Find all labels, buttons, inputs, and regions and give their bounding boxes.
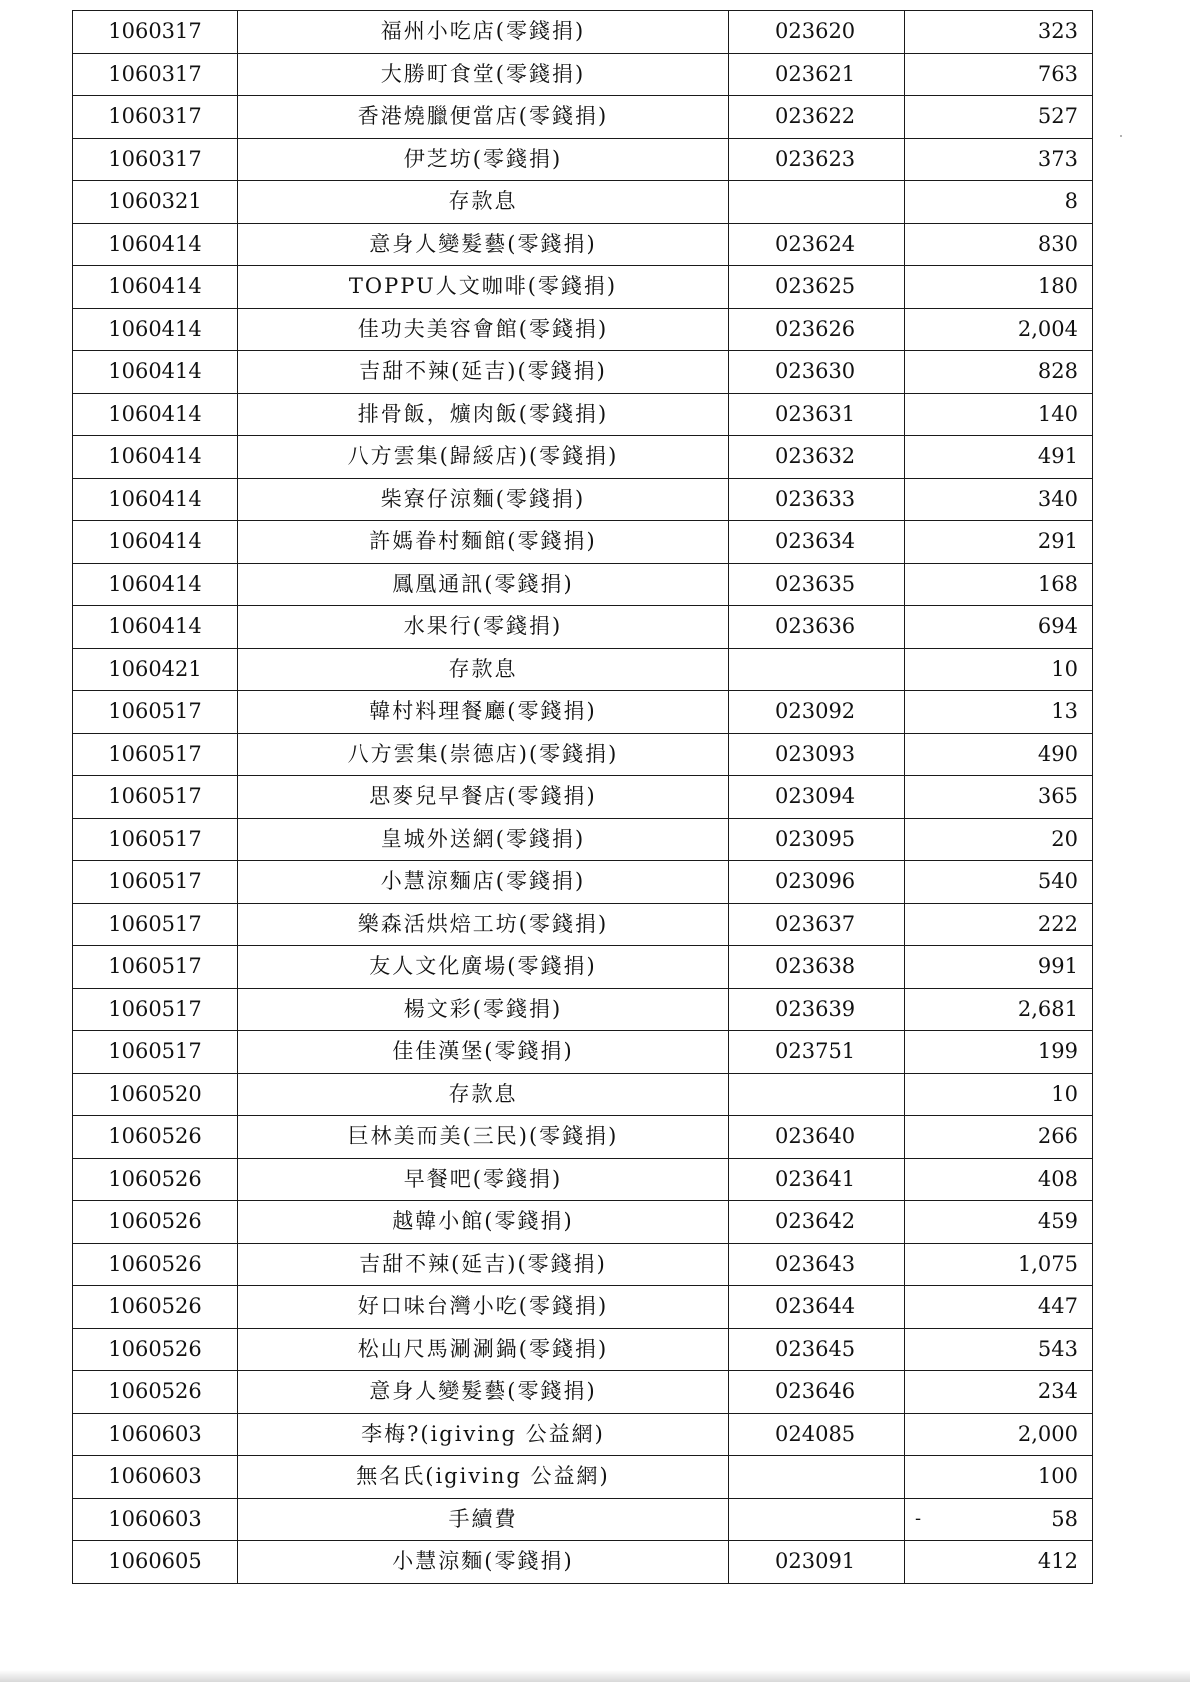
amount-value: 830 [1037, 231, 1078, 256]
amount-cell [905, 96, 1093, 139]
date-cell: 1060526 [73, 1201, 238, 1244]
receipt-number-cell: 023091 [729, 1541, 905, 1584]
amount-value: 10 [1051, 1081, 1078, 1106]
amount-cell [905, 946, 1093, 989]
receipt-number-cell: 023631 [729, 393, 905, 436]
item-cell: 佳功夫美容會館(零錢捐) [238, 308, 729, 351]
item-cell: 存款息 [238, 648, 729, 691]
amount-cell [905, 818, 1093, 861]
table-row [73, 1201, 1093, 1244]
date-cell: 1060517 [73, 733, 238, 776]
amount-value: 266 [1037, 1124, 1078, 1149]
table-row [73, 223, 1093, 266]
amount-value: 491 [1037, 444, 1078, 469]
receipt-number-cell: 023634 [729, 521, 905, 564]
date-cell: 1060317 [73, 11, 238, 54]
amount-value: 543 [1037, 1336, 1078, 1361]
amount-value: 2,681 [1017, 996, 1078, 1021]
amount-value: 408 [1037, 1166, 1078, 1191]
receipt-number-cell: 023092 [729, 691, 905, 734]
amount-value: 20 [1051, 826, 1078, 851]
table-row [73, 1371, 1093, 1414]
receipt-number-cell: 023624 [729, 223, 905, 266]
negative-sign: - [915, 1508, 922, 1530]
item-cell: 小慧涼麵店(零錢捐) [238, 861, 729, 904]
table-row [73, 181, 1093, 224]
amount-cell [905, 393, 1093, 436]
receipt-number-cell: 023621 [729, 53, 905, 96]
table-row [73, 138, 1093, 181]
item-cell: 許媽眷村麵館(零錢捐) [238, 521, 729, 564]
receipt-number-cell [729, 1498, 905, 1541]
ledger-body [73, 11, 1093, 1584]
date-cell: 1060603 [73, 1456, 238, 1499]
item-cell: 意身人變髮藝(零錢捐) [238, 223, 729, 266]
amount-value: 199 [1037, 1039, 1078, 1064]
date-cell: 1060414 [73, 393, 238, 436]
date-cell: 1060317 [73, 138, 238, 181]
table-row [73, 521, 1093, 564]
receipt-number-cell: 023093 [729, 733, 905, 776]
item-cell: 越韓小館(零錢捐) [238, 1201, 729, 1244]
item-cell: 伊芝坊(零錢捐) [238, 138, 729, 181]
amount-value: 323 [1037, 19, 1078, 44]
amount-value: 2,004 [1017, 316, 1078, 341]
amount-value: 291 [1037, 529, 1078, 554]
item-cell: 鳳凰通訊(零錢捐) [238, 563, 729, 606]
receipt-number-cell: 023630 [729, 351, 905, 394]
amount-cell [905, 606, 1093, 649]
amount-cell [905, 436, 1093, 479]
date-cell: 1060414 [73, 563, 238, 606]
table-row [73, 1243, 1093, 1286]
date-cell: 1060517 [73, 946, 238, 989]
table-row [73, 436, 1093, 479]
amount-cell [905, 861, 1093, 904]
item-cell: 友人文化廣場(零錢捐) [238, 946, 729, 989]
amount-cell [905, 563, 1093, 606]
table-row [73, 818, 1093, 861]
amount-cell [905, 1243, 1093, 1286]
amount-cell [905, 1158, 1093, 1201]
amount-cell [905, 223, 1093, 266]
receipt-number-cell: 023622 [729, 96, 905, 139]
table-row [73, 1456, 1093, 1499]
amount-value: 2,000 [1017, 1421, 1078, 1446]
date-cell: 1060517 [73, 988, 238, 1031]
table-row [73, 53, 1093, 96]
amount-value: 828 [1037, 359, 1078, 384]
item-cell: 韓村料理餐廳(零錢捐) [238, 691, 729, 734]
table-row [73, 96, 1093, 139]
amount-value: 222 [1037, 911, 1078, 936]
date-cell: 1060526 [73, 1243, 238, 1286]
item-cell: 皇城外送網(零錢捐) [238, 818, 729, 861]
amount-cell [905, 53, 1093, 96]
receipt-number-cell: 023751 [729, 1031, 905, 1074]
item-cell: 小慧涼麵(零錢捐) [238, 1541, 729, 1584]
table-row [73, 988, 1093, 1031]
amount-value: 490 [1037, 741, 1078, 766]
receipt-number-cell: 023094 [729, 776, 905, 819]
amount-cell [905, 776, 1093, 819]
table-row [73, 1413, 1093, 1456]
amount-cell [905, 181, 1093, 224]
receipt-number-cell [729, 648, 905, 691]
amount-cell [905, 1498, 1093, 1541]
receipt-number-cell: 023642 [729, 1201, 905, 1244]
table-row [73, 1541, 1093, 1584]
amount-value: 340 [1037, 486, 1078, 511]
date-cell: 1060603 [73, 1498, 238, 1541]
receipt-number-cell: 023638 [729, 946, 905, 989]
table-row [73, 861, 1093, 904]
amount-cell [905, 1286, 1093, 1329]
amount-cell [905, 351, 1093, 394]
item-cell: TOPPU人文咖啡(零錢捐) [238, 266, 729, 309]
amount-cell [905, 266, 1093, 309]
table-row [73, 1328, 1093, 1371]
item-cell: 福州小吃店(零錢捐) [238, 11, 729, 54]
amount-cell [905, 988, 1093, 1031]
date-cell: 1060414 [73, 606, 238, 649]
table-row [73, 946, 1093, 989]
receipt-number-cell: 023632 [729, 436, 905, 479]
item-cell: 大勝町食堂(零錢捐) [238, 53, 729, 96]
item-cell: 無名氏(igiving 公益網) [238, 1456, 729, 1499]
table-row [73, 308, 1093, 351]
amount-value: 100 [1037, 1464, 1078, 1489]
date-cell: 1060414 [73, 351, 238, 394]
amount-cell [905, 733, 1093, 776]
item-cell: 八方雲集(崇德店)(零錢捐) [238, 733, 729, 776]
amount-cell [905, 138, 1093, 181]
date-cell: 1060526 [73, 1371, 238, 1414]
receipt-number-cell: 023637 [729, 903, 905, 946]
amount-cell [905, 308, 1093, 351]
receipt-number-cell: 023643 [729, 1243, 905, 1286]
amount-cell [905, 521, 1093, 564]
date-cell: 1060526 [73, 1158, 238, 1201]
date-cell: 1060520 [73, 1073, 238, 1116]
receipt-number-cell: 023633 [729, 478, 905, 521]
date-cell: 1060517 [73, 818, 238, 861]
item-cell: 李梅?(igiving 公益網) [238, 1413, 729, 1456]
amount-value: 373 [1037, 146, 1078, 171]
table-row [73, 691, 1093, 734]
amount-value: 140 [1037, 401, 1078, 426]
item-cell: 手續費 [238, 1498, 729, 1541]
scan-speck [1120, 135, 1122, 137]
receipt-number-cell: 023620 [729, 11, 905, 54]
receipt-number-cell: 023641 [729, 1158, 905, 1201]
table-row [73, 1116, 1093, 1159]
item-cell: 排骨飯，爌肉飯(零錢捐) [238, 393, 729, 436]
item-cell: 八方雲集(歸綏店)(零錢捐) [238, 436, 729, 479]
receipt-number-cell: 023626 [729, 308, 905, 351]
amount-value: 412 [1037, 1549, 1078, 1574]
amount-cell [905, 1031, 1093, 1074]
amount-cell [905, 1116, 1093, 1159]
receipt-number-cell: 024085 [729, 1413, 905, 1456]
receipt-number-cell [729, 181, 905, 224]
amount-cell [905, 1413, 1093, 1456]
amount-cell [905, 1371, 1093, 1414]
receipt-number-cell [729, 1073, 905, 1116]
amount-value: 527 [1037, 104, 1078, 129]
amount-value: 447 [1037, 1294, 1078, 1319]
table-row [73, 563, 1093, 606]
amount-value: 365 [1037, 784, 1078, 809]
amount-value: 13 [1051, 699, 1078, 724]
amount-value: 180 [1037, 274, 1078, 299]
receipt-number-cell: 023645 [729, 1328, 905, 1371]
item-cell: 水果行(零錢捐) [238, 606, 729, 649]
date-cell: 1060317 [73, 96, 238, 139]
date-cell: 1060414 [73, 223, 238, 266]
donation-ledger-table [72, 10, 1093, 1584]
table-row [73, 266, 1093, 309]
table-row [73, 478, 1093, 521]
table-row [73, 393, 1093, 436]
table-row [73, 903, 1093, 946]
amount-value: 763 [1037, 61, 1078, 86]
amount-cell [905, 1541, 1093, 1584]
date-cell: 1060414 [73, 521, 238, 564]
date-cell: 1060526 [73, 1116, 238, 1159]
item-cell: 意身人變髮藝(零錢捐) [238, 1371, 729, 1414]
table-row [73, 1286, 1093, 1329]
item-cell: 吉甜不辣(延吉)(零錢捐) [238, 351, 729, 394]
item-cell: 吉甜不辣(延吉)(零錢捐) [238, 1243, 729, 1286]
date-cell: 1060605 [73, 1541, 238, 1584]
table-row [73, 776, 1093, 819]
amount-cell [905, 11, 1093, 54]
receipt-number-cell: 023646 [729, 1371, 905, 1414]
table-row [73, 351, 1093, 394]
date-cell: 1060321 [73, 181, 238, 224]
item-cell: 存款息 [238, 1073, 729, 1116]
item-cell: 早餐吧(零錢捐) [238, 1158, 729, 1201]
receipt-number-cell [729, 1456, 905, 1499]
item-cell: 巨林美而美(三民)(零錢捐) [238, 1116, 729, 1159]
date-cell: 1060414 [73, 266, 238, 309]
amount-value: 168 [1037, 571, 1078, 596]
date-cell: 1060526 [73, 1286, 238, 1329]
item-cell: 存款息 [238, 181, 729, 224]
date-cell: 1060421 [73, 648, 238, 691]
amount-cell [905, 648, 1093, 691]
item-cell: 松山尺馬涮涮鍋(零錢捐) [238, 1328, 729, 1371]
item-cell: 好口味台灣小吃(零錢捐) [238, 1286, 729, 1329]
amount-value: 694 [1037, 614, 1078, 639]
receipt-number-cell: 023623 [729, 138, 905, 181]
receipt-number-cell: 023639 [729, 988, 905, 1031]
date-cell: 1060414 [73, 478, 238, 521]
amount-value: 58 [1051, 1506, 1078, 1531]
amount-value: 991 [1037, 954, 1078, 979]
amount-value: 1,075 [1017, 1251, 1078, 1276]
date-cell: 1060414 [73, 436, 238, 479]
amount-cell [905, 1456, 1093, 1499]
table-row [73, 648, 1093, 691]
receipt-number-cell: 023625 [729, 266, 905, 309]
date-cell: 1060526 [73, 1328, 238, 1371]
amount-value: 540 [1037, 869, 1078, 894]
table-row [73, 1158, 1093, 1201]
amount-value: 10 [1051, 656, 1078, 681]
table-row [73, 606, 1093, 649]
amount-value: 234 [1037, 1379, 1078, 1404]
receipt-number-cell: 023640 [729, 1116, 905, 1159]
receipt-number-cell: 023644 [729, 1286, 905, 1329]
table-row [73, 1031, 1093, 1074]
item-cell: 樂森活烘焙工坊(零錢捐) [238, 903, 729, 946]
date-cell: 1060517 [73, 691, 238, 734]
table-row [73, 1073, 1093, 1116]
table-row [73, 11, 1093, 54]
receipt-number-cell: 023635 [729, 563, 905, 606]
amount-cell [905, 1201, 1093, 1244]
date-cell: 1060517 [73, 776, 238, 819]
amount-cell [905, 1073, 1093, 1116]
receipt-number-cell: 023096 [729, 861, 905, 904]
amount-value: 8 [1064, 189, 1078, 214]
receipt-number-cell: 023095 [729, 818, 905, 861]
receipt-number-cell: 023636 [729, 606, 905, 649]
date-cell: 1060317 [73, 53, 238, 96]
table-row [73, 733, 1093, 776]
amount-cell [905, 691, 1093, 734]
date-cell: 1060517 [73, 1031, 238, 1074]
date-cell: 1060603 [73, 1413, 238, 1456]
amount-value: 459 [1037, 1209, 1078, 1234]
table-row [73, 1498, 1093, 1541]
date-cell: 1060517 [73, 903, 238, 946]
date-cell: 1060414 [73, 308, 238, 351]
item-cell: 香港燒臘便當店(零錢捐) [238, 96, 729, 139]
item-cell: 思麥兒早餐店(零錢捐) [238, 776, 729, 819]
amount-cell [905, 903, 1093, 946]
item-cell: 柴寮仔涼麵(零錢捐) [238, 478, 729, 521]
amount-cell [905, 1328, 1093, 1371]
date-cell: 1060517 [73, 861, 238, 904]
item-cell: 楊文彩(零錢捐) [238, 988, 729, 1031]
page-bottom-shade [0, 1670, 1190, 1682]
amount-cell [905, 478, 1093, 521]
item-cell: 佳佳漢堡(零錢捐) [238, 1031, 729, 1074]
